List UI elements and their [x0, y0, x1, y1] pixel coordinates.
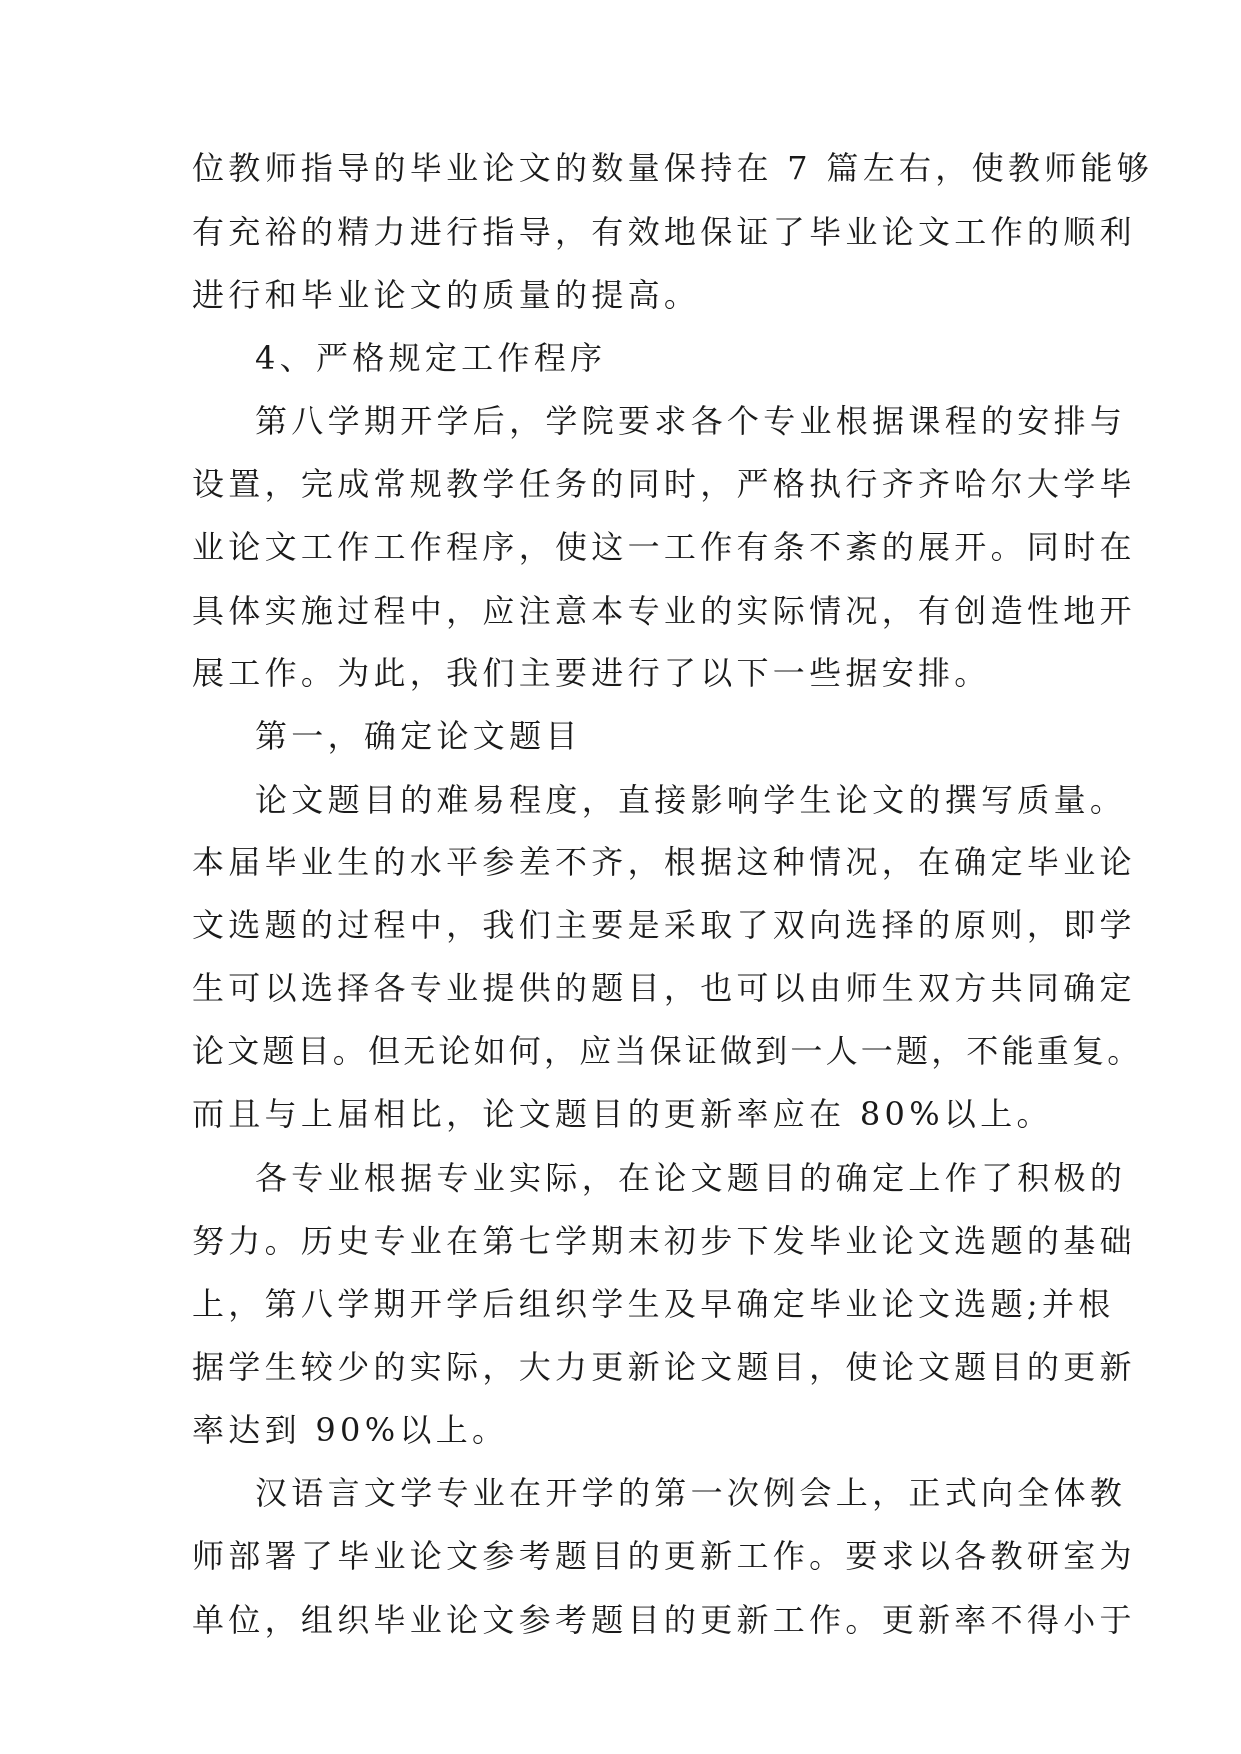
section-heading: 4、严格规定工作程序 — [255, 339, 607, 377]
subsection-heading: 第一，确定论文题目 — [255, 717, 582, 755]
text-line-11: 论文题目的难易程度，直接影响学生论文的撰写质量。 — [255, 781, 1127, 819]
text-line-17: 各专业根据专业实际，在论文题目的确定上作了积极的 — [255, 1159, 1127, 1197]
text-line-23: 师部署了毕业论文参考题目的更新工作。要求以各教研室为 — [192, 1537, 1136, 1575]
text-line-5: 第八学期开学后，学院要求各个专业根据课程的安排与 — [255, 402, 1127, 440]
text-line-20: 据学生较少的实际，大力更新论文题目，使论文题目的更新 — [192, 1348, 1136, 1386]
text-line-21: 率达到 90%以上。 — [192, 1411, 509, 1449]
text-line-16: 而且与上届相比，论文题目的更新率应在 80%以上。 — [192, 1095, 1053, 1133]
text-line-8: 具体实施过程中，应注意本专业的实际情况，有创造性地开 — [192, 592, 1136, 630]
text-line-9: 展工作。为此，我们主要进行了以下一些据安排。 — [192, 654, 991, 692]
text-line-12: 本届毕业生的水平参差不齐，根据这种情况，在确定毕业论 — [192, 843, 1136, 881]
text-line-7: 业论文工作工作程序，使这一工作有条不紊的展开。同时在 — [192, 528, 1136, 566]
text-line-1: 位教师指导的毕业论文的数量保持在 7 篇左右，使教师能够 — [192, 149, 1154, 187]
text-line-24: 单位，组织毕业论文参考题目的更新工作。更新率不得小于 — [192, 1601, 1136, 1639]
text-line-18: 努力。历史专业在第七学期末初步下发毕业论文选题的基础 — [192, 1222, 1136, 1260]
text-line-2: 有充裕的精力进行指导，有效地保证了毕业论文工作的顺利 — [192, 213, 1136, 251]
text-line-19: 上，第八学期开学后组织学生及早确定毕业论文选题;并根 — [192, 1285, 1115, 1323]
text-line-14: 生可以选择各专业提供的题目，也可以由师生双方共同确定 — [192, 969, 1136, 1007]
text-line-6: 设置，完成常规教学任务的同时，严格执行齐齐哈尔大学毕 — [192, 465, 1136, 503]
text-line-13: 文选题的过程中，我们主要是采取了双向选择的原则，即学 — [192, 906, 1136, 944]
text-line-3: 进行和毕业论文的质量的提高。 — [192, 276, 701, 314]
text-line-22: 汉语言文学专业在开学的第一次例会上，正式向全体教 — [255, 1474, 1127, 1512]
text-line-15: 论文题目。但无论如何，应当保证做到一人一题，不能重复。 — [192, 1032, 1143, 1070]
